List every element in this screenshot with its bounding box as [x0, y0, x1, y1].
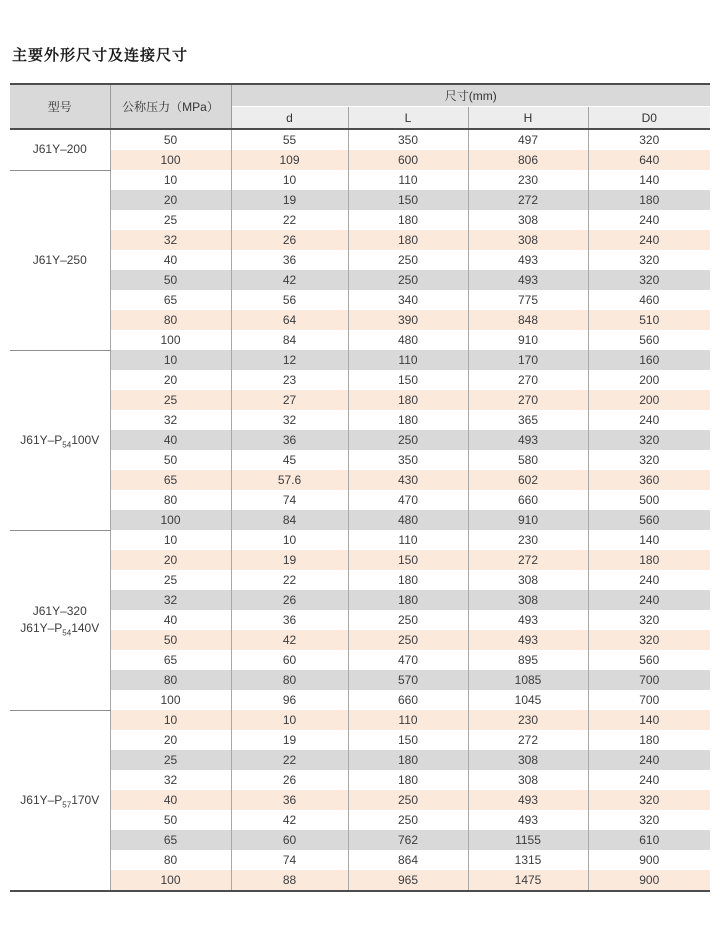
l-cell: 250: [348, 250, 468, 270]
d-cell: 26: [231, 230, 348, 250]
h-cell: 272: [468, 190, 588, 210]
table-row: [10, 430, 710, 450]
model-label: $J61Y-P_{54}100V$: [20, 432, 100, 449]
d0-cell: 510: [588, 310, 710, 330]
table-row: [10, 770, 710, 790]
l-cell: 250: [348, 810, 468, 830]
pressure-cell: 50: [110, 129, 231, 150]
l-cell: 250: [348, 630, 468, 650]
pressure-cell: 100: [110, 870, 231, 891]
l-cell: 660: [348, 690, 468, 710]
h-cell: 272: [468, 550, 588, 570]
h-cell: 230: [468, 170, 588, 190]
pressure-cell: 20: [110, 550, 231, 570]
table-row: [10, 830, 710, 850]
header-row-top: [10, 84, 710, 107]
pressure-cell: 25: [110, 570, 231, 590]
model-label: J61Y–200: [32, 142, 87, 157]
pressure-cell: 50: [110, 810, 231, 830]
pressure-cell: 50: [110, 630, 231, 650]
l-cell: 180: [348, 590, 468, 610]
h-cell: 270: [468, 390, 588, 410]
h-cell: 308: [468, 750, 588, 770]
h-cell: 170: [468, 350, 588, 370]
h-cell: 775: [468, 290, 588, 310]
pressure-cell: 80: [110, 670, 231, 690]
table-row: [10, 710, 710, 730]
pressure-cell: 80: [110, 850, 231, 870]
d0-cell: 240: [588, 210, 710, 230]
pressure-cell: 100: [110, 150, 231, 170]
table-row: [10, 650, 710, 670]
l-cell: 570: [348, 670, 468, 690]
l-cell: 480: [348, 330, 468, 350]
table-row: [10, 150, 710, 170]
l-cell: 250: [348, 790, 468, 810]
d-cell: 45: [231, 450, 348, 470]
pressure-cell: 65: [110, 650, 231, 670]
d-cell: 19: [231, 550, 348, 570]
l-cell: 350: [348, 450, 468, 470]
table-row: [10, 610, 710, 630]
d-cell: 96: [231, 690, 348, 710]
table-row: [10, 210, 710, 230]
h-cell: 493: [468, 250, 588, 270]
h-cell: 230: [468, 710, 588, 730]
pressure-cell: 65: [110, 290, 231, 310]
d-cell: 19: [231, 190, 348, 210]
l-cell: 180: [348, 750, 468, 770]
col-header-size-group: 尺寸(mm): [231, 84, 710, 107]
table-row: [10, 250, 710, 270]
table-row: [10, 370, 710, 390]
table-row: [10, 850, 710, 870]
pressure-cell: 80: [110, 490, 231, 510]
model-cell: [10, 129, 110, 170]
l-cell: 600: [348, 150, 468, 170]
h-cell: 230: [468, 530, 588, 550]
col-header-d0: D0: [588, 107, 710, 130]
h-cell: 660: [468, 490, 588, 510]
d0-cell: 900: [588, 850, 710, 870]
d0-cell: 140: [588, 170, 710, 190]
h-cell: 308: [468, 770, 588, 790]
d0-cell: 900: [588, 870, 710, 891]
d0-cell: 320: [588, 430, 710, 450]
d0-cell: 240: [588, 590, 710, 610]
h-cell: 493: [468, 790, 588, 810]
l-cell: 430: [348, 470, 468, 490]
table-row: [10, 290, 710, 310]
d-cell: 36: [231, 790, 348, 810]
l-cell: 762: [348, 830, 468, 850]
pressure-cell: 25: [110, 750, 231, 770]
d-cell: 10: [231, 170, 348, 190]
d-cell: 42: [231, 270, 348, 290]
table-row: [10, 410, 710, 430]
d0-cell: 180: [588, 190, 710, 210]
d0-cell: 700: [588, 670, 710, 690]
d-cell: 109: [231, 150, 348, 170]
h-cell: 1155: [468, 830, 588, 850]
d-cell: 56: [231, 290, 348, 310]
d0-cell: 140: [588, 710, 710, 730]
d-cell: 84: [231, 510, 348, 530]
h-cell: 493: [468, 610, 588, 630]
l-cell: 864: [348, 850, 468, 870]
l-cell: 110: [348, 530, 468, 550]
table-row: [10, 570, 710, 590]
pressure-cell: 32: [110, 410, 231, 430]
l-cell: 150: [348, 730, 468, 750]
d0-cell: 240: [588, 570, 710, 590]
model-label: J61Y–250: [32, 252, 87, 267]
l-cell: 180: [348, 210, 468, 230]
l-cell: 180: [348, 410, 468, 430]
h-cell: 895: [468, 650, 588, 670]
d0-cell: 560: [588, 330, 710, 350]
model-cell: [10, 350, 110, 530]
h-cell: 493: [468, 630, 588, 650]
h-cell: 806: [468, 150, 588, 170]
pressure-cell: 32: [110, 590, 231, 610]
d-cell: 60: [231, 830, 348, 850]
pressure-cell: 20: [110, 190, 231, 210]
model-cell: [10, 170, 110, 350]
h-cell: 602: [468, 470, 588, 490]
h-cell: 910: [468, 510, 588, 530]
pressure-cell: 20: [110, 730, 231, 750]
h-cell: 910: [468, 330, 588, 350]
l-cell: 470: [348, 490, 468, 510]
l-cell: 150: [348, 370, 468, 390]
pressure-cell: 32: [110, 770, 231, 790]
pressure-cell: 10: [110, 170, 231, 190]
h-cell: 270: [468, 370, 588, 390]
h-cell: 272: [468, 730, 588, 750]
d0-cell: 320: [588, 610, 710, 630]
table-body: [10, 129, 710, 891]
h-cell: 1475: [468, 870, 588, 891]
pressure-cell: 50: [110, 450, 231, 470]
pressure-cell: 10: [110, 710, 231, 730]
l-cell: 470: [348, 650, 468, 670]
table-row: [10, 550, 710, 570]
d-cell: 22: [231, 750, 348, 770]
h-cell: 493: [468, 270, 588, 290]
d0-cell: 180: [588, 730, 710, 750]
l-cell: 150: [348, 190, 468, 210]
d-cell: 74: [231, 490, 348, 510]
d-cell: 84: [231, 330, 348, 350]
table-row: [10, 490, 710, 510]
model-label: $J61Y-P_{57}170V$: [20, 792, 100, 810]
d0-cell: 360: [588, 470, 710, 490]
table-row: [10, 170, 710, 190]
d0-cell: 500: [588, 490, 710, 510]
h-cell: 1315: [468, 850, 588, 870]
table-row: [10, 590, 710, 610]
d-cell: 10: [231, 530, 348, 550]
pressure-cell: 100: [110, 690, 231, 710]
table-row: [10, 690, 710, 710]
l-cell: 250: [348, 610, 468, 630]
table-row: [10, 129, 710, 150]
pressure-cell: 25: [110, 390, 231, 410]
dimensions-table: [10, 83, 710, 892]
pressure-cell: 40: [110, 790, 231, 810]
table-row: [10, 670, 710, 690]
pressure-cell: 65: [110, 470, 231, 490]
l-cell: 350: [348, 129, 468, 150]
table-row: [10, 310, 710, 330]
d0-cell: 320: [588, 250, 710, 270]
d-cell: 22: [231, 570, 348, 590]
h-cell: 365: [468, 410, 588, 430]
d-cell: 26: [231, 590, 348, 610]
model-cell: [10, 530, 110, 710]
l-cell: 250: [348, 270, 468, 290]
pressure-cell: 10: [110, 530, 231, 550]
d0-cell: 560: [588, 510, 710, 530]
pressure-cell: 20: [110, 370, 231, 390]
h-cell: 308: [468, 590, 588, 610]
h-cell: 1045: [468, 690, 588, 710]
table-row: [10, 390, 710, 410]
l-cell: 250: [348, 430, 468, 450]
l-cell: 340: [348, 290, 468, 310]
h-cell: 308: [468, 210, 588, 230]
pressure-cell: 10: [110, 350, 231, 370]
model-label: J61Y–320: [32, 604, 87, 618]
d0-cell: 240: [588, 410, 710, 430]
h-cell: 308: [468, 230, 588, 250]
d-cell: 36: [231, 610, 348, 630]
d-cell: 10: [231, 710, 348, 730]
pressure-cell: 50: [110, 270, 231, 290]
d-cell: 55: [231, 129, 348, 150]
pressure-cell: 40: [110, 610, 231, 630]
table-row: [10, 190, 710, 210]
h-cell: 493: [468, 430, 588, 450]
d-cell: 26: [231, 770, 348, 790]
d-cell: 36: [231, 250, 348, 270]
l-cell: 110: [348, 170, 468, 190]
model-cell: [10, 710, 110, 891]
col-header-h: H: [468, 107, 588, 130]
h-cell: 308: [468, 570, 588, 590]
pressure-cell: 100: [110, 330, 231, 350]
d0-cell: 160: [588, 350, 710, 370]
d-cell: 22: [231, 210, 348, 230]
pressure-cell: 80: [110, 310, 231, 330]
d-cell: 19: [231, 730, 348, 750]
d0-cell: 320: [588, 129, 710, 150]
table-row: [10, 750, 710, 770]
table-row: [10, 270, 710, 290]
l-cell: 180: [348, 570, 468, 590]
d-cell: 80: [231, 670, 348, 690]
d-cell: 32: [231, 410, 348, 430]
l-cell: 390: [348, 310, 468, 330]
d0-cell: 610: [588, 830, 710, 850]
l-cell: 110: [348, 710, 468, 730]
h-cell: 497: [468, 129, 588, 150]
h-cell: 1085: [468, 670, 588, 690]
l-cell: 180: [348, 770, 468, 790]
d0-cell: 320: [588, 450, 710, 470]
d-cell: 42: [231, 630, 348, 650]
pressure-cell: 65: [110, 830, 231, 850]
table-row: [10, 230, 710, 250]
d0-cell: 200: [588, 370, 710, 390]
model-label: $J61Y-P_{54}140V$: [20, 621, 100, 638]
d-cell: 60: [231, 650, 348, 670]
d0-cell: 460: [588, 290, 710, 310]
col-header-d: d: [231, 107, 348, 130]
table-row: [10, 810, 710, 830]
d-cell: 36: [231, 430, 348, 450]
table-row: [10, 870, 710, 891]
table-row: [10, 630, 710, 650]
table-row: [10, 470, 710, 490]
pressure-cell: 32: [110, 230, 231, 250]
table-row: [10, 530, 710, 550]
col-header-model: 型号: [10, 84, 110, 129]
l-cell: 965: [348, 870, 468, 891]
d0-cell: 320: [588, 270, 710, 290]
d-cell: 57.6: [231, 470, 348, 490]
pressure-cell: 40: [110, 430, 231, 450]
d0-cell: 200: [588, 390, 710, 410]
pressure-cell: 40: [110, 250, 231, 270]
h-cell: 493: [468, 810, 588, 830]
d0-cell: 700: [588, 690, 710, 710]
col-header-l: L: [348, 107, 468, 130]
d-cell: 23: [231, 370, 348, 390]
d0-cell: 320: [588, 630, 710, 650]
d0-cell: 640: [588, 150, 710, 170]
d-cell: 12: [231, 350, 348, 370]
l-cell: 110: [348, 350, 468, 370]
table-row: [10, 330, 710, 350]
l-cell: 180: [348, 230, 468, 250]
pressure-cell: 100: [110, 510, 231, 530]
h-cell: 848: [468, 310, 588, 330]
d0-cell: 140: [588, 530, 710, 550]
d0-cell: 240: [588, 750, 710, 770]
d0-cell: 320: [588, 810, 710, 830]
l-cell: 150: [348, 550, 468, 570]
d-cell: 27: [231, 390, 348, 410]
d0-cell: 320: [588, 790, 710, 810]
l-cell: 180: [348, 390, 468, 410]
d-cell: 42: [231, 810, 348, 830]
d0-cell: 240: [588, 770, 710, 790]
table-row: [10, 730, 710, 750]
l-cell: 480: [348, 510, 468, 530]
h-cell: 580: [468, 450, 588, 470]
d0-cell: 240: [588, 230, 710, 250]
page-title: 主要外形尺寸及连接尺寸: [12, 47, 189, 64]
col-header-pressure: 公称压力（MPa）: [110, 84, 231, 129]
table-header: [10, 84, 710, 129]
pressure-cell: 25: [110, 210, 231, 230]
d0-cell: 560: [588, 650, 710, 670]
table-row: [10, 790, 710, 810]
table-row: [10, 510, 710, 530]
d-cell: 64: [231, 310, 348, 330]
d0-cell: 180: [588, 550, 710, 570]
table-row: [10, 350, 710, 370]
d-cell: 88: [231, 870, 348, 891]
table-row: [10, 450, 710, 470]
d-cell: 74: [231, 850, 348, 870]
